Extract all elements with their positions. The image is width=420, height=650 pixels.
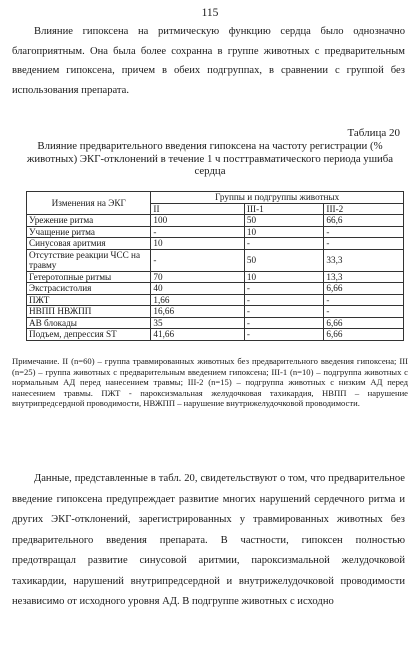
header-groups: Группы и подгруппы животных [151, 192, 404, 204]
table-row [27, 249, 404, 271]
row-label: АВ блокады [27, 317, 151, 329]
row-value: 50 [244, 215, 324, 227]
page-number: 115 [201, 7, 219, 19]
table-row [27, 306, 404, 318]
row-value: 50 [244, 249, 324, 271]
subheader-group-3-2: III-2 [324, 203, 404, 215]
row-value: - [244, 317, 324, 329]
table-row [27, 329, 404, 341]
row-value: 33,3 [324, 249, 404, 271]
table-row [27, 238, 404, 250]
table-row [27, 317, 404, 329]
row-value: 6,66 [324, 317, 404, 329]
row-label: Экстрасистолия [27, 283, 151, 295]
row-value: - [151, 226, 244, 238]
row-label: Синусовая аритмия [27, 238, 151, 250]
row-value: - [324, 226, 404, 238]
table-row [27, 294, 404, 306]
table-body [27, 215, 404, 341]
header-ecg-changes: Изменения на ЭКГ [27, 192, 151, 215]
table-title: Влияние предварительного введения гипоксена на частоту регистрации (% животных) ЭКГ-отклонений в течение 1 ч посттравматического периода ушиба сердца [26, 140, 394, 177]
intro-paragraph: Влияние гипоксена на ритмическую функцию сердца было однозначно благоприятным. Она была более сохранна в группе животных с предварительным введением гипоксена, причем в обеих подгруппах, в сравнении с группой без использования препарата. [12, 26, 405, 96]
discussion-paragraph: Данные, представленные в табл. 20, свидетельствуют о том, что предварительное введение гипоксена предупреждает развитие многих нарушений сердечного ритма и других ЭКГ-отклонений, зарегистрированных у травмированных животных без предварительного введения препарата. В частности, гипоксен полностью предотвращал развитие синусовой аритмии, пароксизмальной желудочковой тахикардии, нарушений внутрипредсердной и внутрижелудочковой проводимости независимо от исходного уровня АД. В подгруппе животных с исходно [12, 473, 405, 607]
row-value: - [244, 294, 324, 306]
row-value: 41,66 [151, 329, 244, 341]
row-value: 10 [244, 271, 324, 283]
row-value: 16,66 [151, 306, 244, 318]
ecg-table [26, 191, 404, 341]
row-value: 66,6 [324, 215, 404, 227]
row-value: - [151, 249, 244, 271]
row-label: Отсутствие реакции ЧСС на травму [27, 249, 151, 271]
table-row [27, 215, 404, 227]
row-value: 35 [151, 317, 244, 329]
row-label: Подъем, депрессия ST [27, 329, 151, 341]
row-label: Учащение ритма [27, 226, 151, 238]
row-label: НВПП НВЖПП [27, 306, 151, 318]
subheader-group-3-1: III-1 [244, 203, 324, 215]
row-value: 6,66 [324, 329, 404, 341]
row-value: 70 [151, 271, 244, 283]
row-value: - [244, 329, 324, 341]
row-value: - [324, 294, 404, 306]
row-value: 100 [151, 215, 244, 227]
table-row [27, 283, 404, 295]
row-value: 10 [244, 226, 324, 238]
row-value: 1,66 [151, 294, 244, 306]
row-value: - [324, 238, 404, 250]
row-value: 6,66 [324, 283, 404, 295]
row-value: - [244, 283, 324, 295]
row-value: 10 [151, 238, 244, 250]
row-value: - [244, 238, 324, 250]
table-note: Примечание. II (n=60) – группа травмированных животных без предварительного введения гипоксена; III (n=25) – группа животных с предварительным введением гипоксена; III-1 (n=10) – подгруппа животных с нормальным АД перед нанесением травмы; III-2 (n=15) – подгруппа животных с низким АД перед нанесением травмы. ПЖТ - пароксизмальная желудочковая тахикардия, НВПП – нарушение внутрипредсердной проводимости, НВЖПП – нарушение внутрижелудочковой проводимости. [12, 356, 408, 409]
table-label: Таблица 20 [347, 127, 400, 139]
row-value: - [324, 306, 404, 318]
table-header-row [27, 192, 404, 204]
subheader-group-2: II [151, 203, 244, 215]
row-label: Гетеротопные ритмы [27, 271, 151, 283]
table-row [27, 226, 404, 238]
row-value: 40 [151, 283, 244, 295]
row-label: Урежение ритма [27, 215, 151, 227]
table-row [27, 271, 404, 283]
row-value: 13,3 [324, 271, 404, 283]
row-label: ПЖТ [27, 294, 151, 306]
row-value: - [244, 306, 324, 318]
